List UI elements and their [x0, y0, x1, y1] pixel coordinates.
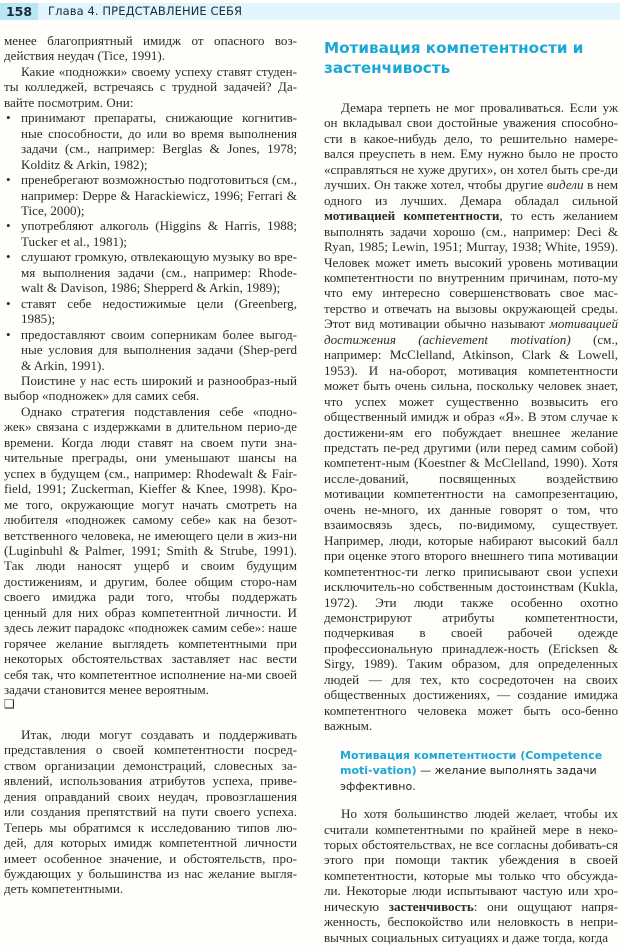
- page-number: 158: [0, 3, 38, 20]
- end-of-box-square-icon: ❑: [4, 697, 15, 712]
- bullet-icon: •: [6, 295, 11, 311]
- list-item: • ставят себе недостижимые цели (Greenberg, 1985);: [6, 295, 297, 327]
- emphasis: мотивацией достижения (achievement motivation): [324, 316, 618, 347]
- chapter-title: Глава 4. ПРЕДСТАВЛЕНИЕ СЕБЯ: [48, 4, 243, 18]
- paragraph: Поистине у нас есть широкий и разнообраз-ный выбор «подножек» для самих себя.: [4, 372, 297, 404]
- bullet-list: [4, 110, 297, 373]
- paragraph: Какие «подножки» своему успеху ставят студен-ты колледжей, встречаясь с трудной задачей? Да-вайте посмотрим. Они:: [4, 63, 297, 110]
- glossary-text: — желание выполнять задачи эффективно.: [340, 764, 597, 793]
- bullet-icon: •: [6, 172, 11, 188]
- key-term: застенчивость: [388, 898, 474, 914]
- emphasis: видели: [546, 177, 584, 193]
- list-item: • предоставляют своим соперникам более выгод-ные условия для выполнения задачи (Shep-perd & Arkin, 1991).: [6, 326, 297, 373]
- left-column: [4, 33, 297, 897]
- paragraph: Однако стратегия подставления себе «подно-жек» связана с издержками в длительном перио-де времени. Когда люди ставят на своем пути зна-чительные преграды, они уменьшают шансы на успех в будущем (см., например: Rhodewalt & Fair-field, 1991; Zuckerman, Kieffer & Knee, 1998). Кро-ме того, окружающие могут начать смотреть на любителя «подножек самому себе» как на безот-ветственного человека, не имеющего цели в жиз-ни (Luginbuhl & Palmer, 1991; Smith & Strube, 1991). Так люди наносят ущерб и своим будущим достижениям, и другим, более общим сторо-нам своего имиджа ради того, чтобы поддержать ценный для них образ компетентной личности. И здесь лежит парадокс «подножек самим себе»: наше горячее желание выглядеть компетентными при некоторых обстоятельствах заставляет нас вести себя так, что компетентное исполнение на-ми своей задачи становится менее вероятным.: [4, 403, 297, 698]
- glossary-term: Мотивация компетентности (Competence moti-vation): [340, 748, 603, 778]
- section-heading: Мотивация компетентности и застенчивость: [324, 39, 584, 77]
- right-column: [324, 38, 618, 945]
- paragraph: Но хотя большинство людей желает, чтобы их считали компетентными по крайней мере в неко-торых обстоятельствах, не все согласны добивать-ся этого при помощи тактик убеждения в своей компетентности, которые мы только что обсужда-ли. Некоторые люди испытывают частую или хро-ническую застенчивость: они ощущают напря-женность, беспокойство или неловкость в непри-вычных социальных ситуациях и даже тогда, когда: [324, 806, 618, 945]
- key-term: мотивацией компетентности: [324, 208, 500, 224]
- list-item: • слушают громкую, отвлекающую музыку во вре-мя выполнения задачи (см., например: Rhode-walt & Davison, 1986; Shepperd & Arkin, 1989);: [6, 249, 297, 296]
- paragraph: Итак, люди могут создавать и поддерживать представления о своей компетентности посред-ством организации демонстраций, словесных за-явлений, использования атрибутов успеха, приве-дения оправданий своих неудач, провозглашения или создания препятствий на пути своего успеха. Теперь мы обратимся к исследованию типов лю-дей, для которых имидж компетентной личности имеет особенное значение, и обстоятельств, про-буждающих у большинства из нас желание выгля-деть компетентными.: [4, 726, 297, 897]
- bullet-icon: •: [6, 218, 11, 234]
- paragraph: Демара терпеть не мог проваливаться. Если уж он вкладывал свои достойные уважения способно-сти в какое-нибудь дело, то решительно намере-вался преуспеть в нем. Ему нужно было не просто «справляться не хуже других», он хотел быть сре-ди лучших. Он также хотел, чтобы другие видели в нем одного из лучших. Демара обладал сильной мотивацией компетентности, то есть желанием выполнять задачи хорошо (см., например: Deci & Ryan, 1985; Lewin, 1951; Murray, 1938; White, 1959). Человек может иметь высокий уровень мотивации компетентности по внутренним причинам, пото-му что ему интересно совершенствовать свое мас-терство и отвечать на вызовы окружающей среды. Этот вид мотивации обычно называют мотивацией достижения (achievement motivation) (см., например: McClelland, Atkinson, Clark & Lowell, 1953). И на-оборот, мотивация компетентности может быть очень сильна, поскольку человек знает, что успех может существенно возвысить его общественный имидж и образ «Я». В этом случае к достижени-ям его побуждает внешнее желание предстать пе-ред другими (или перед самим собой) компетент-ным (Koestner & McClelland, 1990). Хотя иссле-дований, посвященных воздействию мотивации компетентности на самопрезентацию, очень не-много, их данные говорят о том, что взаимосвязь здесь, по-видимому, существует. Например, люди, которые набирают высокий балл при оценке этого второго внешнего типа мотивации компетентнос-ти легко приписывают свои успехи исключитель-но собственным достоинствам (Kukla, 1972). Эти люди также особенно охотно демонстрируют атрибуты компетентности, подчеркивая в своей рабочей одежде профессиональную принадлеж-ность (Ericksen & Sirgy, 1989). Таким образом, для определенных людей — для тех, кто сосредоточен на своих общественных достижениях, — создание имиджа компетентного человека может быть осо-бенно важным.: [324, 100, 619, 734]
- list-item: • принимают препараты, снижающие когнитив-ные способности, до или во время выполнения задачи (см., например: Berglas & Jones, 1978; Kolditz & Arkin, 1982);: [6, 110, 297, 172]
- paragraph: менее благоприятный имидж от опасного воз-действия неудач (Tice, 1991).: [4, 33, 297, 64]
- list-item: • употребляют алкоголь (Higgins & Harris, 1988; Tucker et al., 1981);: [6, 218, 297, 249]
- bullet-icon: •: [6, 249, 11, 265]
- bullet-icon: •: [6, 110, 11, 126]
- glossary-definition: [340, 748, 618, 795]
- bullet-icon: •: [6, 326, 11, 342]
- list-item: • пренебрегают возможностью подготовиться (см., например: Deppe & Harackiewicz, 1996; Ferrari & Tice, 2000);: [6, 172, 297, 218]
